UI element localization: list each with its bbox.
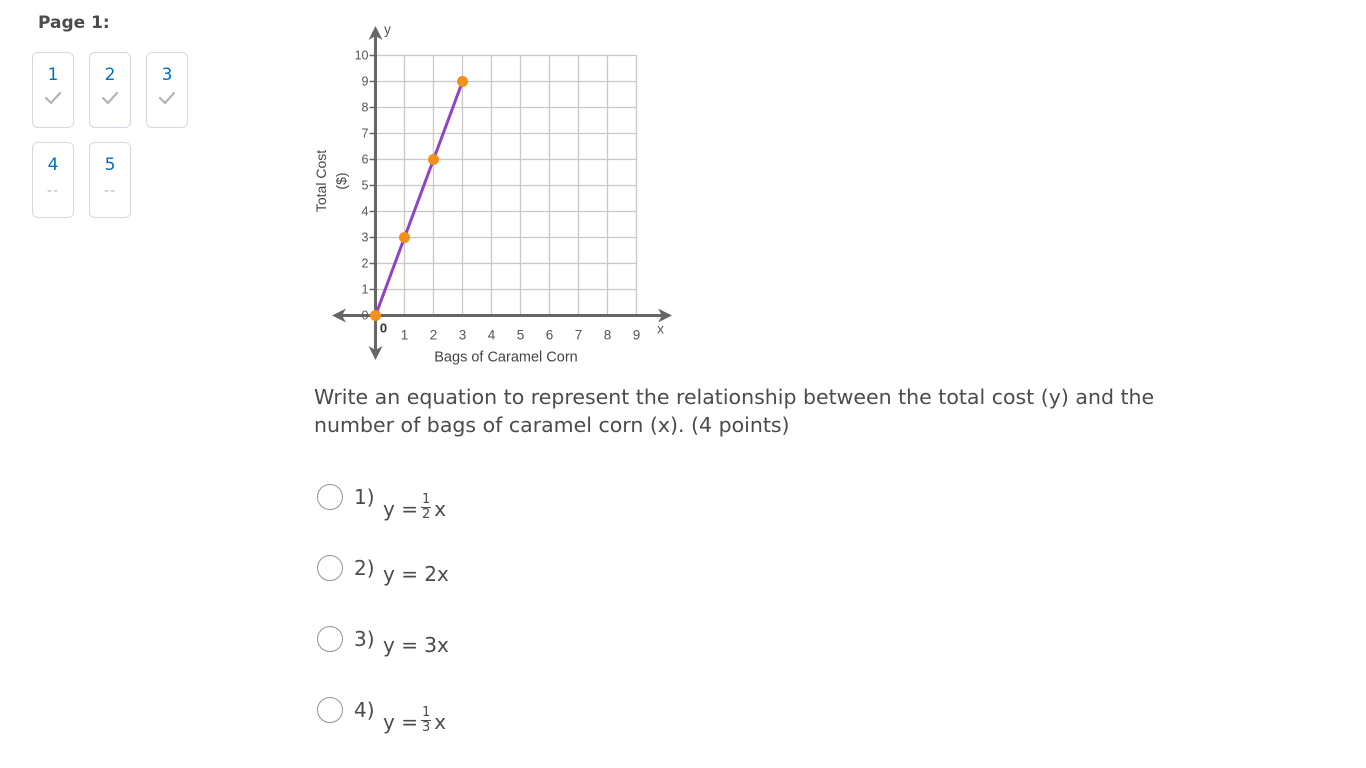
- y-axis-title-line2: ($): [333, 172, 349, 190]
- x-axis-name: x: [657, 321, 664, 337]
- option-equation: y = 2x: [383, 562, 449, 586]
- unanswered-dash: --: [103, 183, 117, 199]
- option-equation: [383, 492, 447, 525]
- question-nav-3[interactable]: [146, 52, 188, 128]
- check-icon: [33, 90, 73, 110]
- cost-graph: [300, 20, 690, 372]
- answer-option-1[interactable]: [317, 484, 637, 524]
- y-tick-label: 4: [361, 204, 369, 219]
- origin-label: 0: [379, 320, 388, 336]
- chart-svg: [300, 20, 690, 372]
- x-tick-label: 1: [400, 327, 409, 343]
- equation-rhs: x: [434, 497, 447, 521]
- equation-lhs: y =: [383, 710, 418, 734]
- fraction-numerator: 1: [421, 492, 431, 507]
- question-number: 2: [104, 65, 116, 85]
- fraction-denominator: 2: [421, 507, 431, 522]
- answer-option-2[interactable]: [317, 555, 637, 595]
- x-tick-label: 2: [429, 327, 438, 343]
- data-point: [399, 232, 410, 243]
- y-tick-label: 5: [361, 178, 369, 193]
- fraction: [421, 493, 431, 522]
- equation-lhs: y =: [383, 497, 418, 521]
- x-tick-label: 5: [516, 327, 525, 343]
- check-icon: [147, 90, 187, 110]
- data-point: [457, 76, 468, 87]
- question-number: 5: [104, 155, 116, 175]
- option-label: 4): [354, 698, 375, 722]
- option-label: 1): [354, 485, 375, 509]
- fraction-denominator: 3: [421, 720, 431, 735]
- radio-button[interactable]: [317, 555, 343, 581]
- option-label: 3): [354, 627, 375, 651]
- option-equation: [383, 705, 447, 738]
- question-nav-2[interactable]: [89, 52, 131, 128]
- page-label: Page 1:: [38, 13, 110, 33]
- radio-button[interactable]: [317, 484, 343, 510]
- question-nav-5[interactable]: [89, 142, 131, 218]
- radio-button[interactable]: [317, 626, 343, 652]
- x-tick-label: 7: [574, 327, 583, 343]
- y-tick-label: 2: [361, 256, 369, 271]
- answer-option-4[interactable]: [317, 697, 637, 737]
- y-axis-name: y: [384, 22, 391, 37]
- y-tick-label: 9: [361, 74, 369, 89]
- unanswered-dash: --: [46, 183, 60, 199]
- x-tick-label: 8: [603, 327, 612, 343]
- data-point: [370, 310, 381, 321]
- radio-button[interactable]: [317, 697, 343, 723]
- option-label: 2): [354, 556, 375, 580]
- x-tick-label: 9: [632, 327, 641, 343]
- check-icon: [90, 90, 130, 110]
- y-tick-label: 7: [361, 126, 369, 141]
- question-number: 1: [47, 65, 59, 85]
- fraction: [421, 706, 431, 735]
- answer-option-3[interactable]: [317, 626, 637, 666]
- question-nav-4[interactable]: [32, 142, 74, 218]
- y-tick-label: 8: [361, 100, 369, 115]
- x-axis-title: Bags of Caramel Corn: [434, 349, 578, 366]
- y-tick-label: 1: [361, 282, 369, 297]
- data-point: [428, 154, 439, 165]
- y-axis-title-line1: Total Cost: [313, 149, 329, 213]
- y-tick-label: 3: [361, 230, 369, 245]
- y-tick-label: 0: [361, 308, 369, 323]
- series-line: [376, 82, 463, 316]
- option-equation: y = 3x: [383, 633, 449, 657]
- fraction-numerator: 1: [421, 705, 431, 720]
- y-tick-label: 6: [361, 152, 369, 167]
- x-tick-label: 4: [487, 327, 496, 343]
- x-tick-label: 6: [545, 327, 554, 343]
- question-number: 4: [47, 155, 59, 175]
- y-tick-label: 10: [354, 48, 369, 63]
- question-text: Write an equation to represent the relationship between the total cost (y) and the number of bags of caramel corn (x). (4 points): [314, 385, 1155, 437]
- question-nav-1[interactable]: [32, 52, 74, 128]
- x-tick-label: 3: [458, 327, 467, 343]
- question-number: 3: [161, 65, 173, 85]
- equation-rhs: x: [434, 710, 447, 734]
